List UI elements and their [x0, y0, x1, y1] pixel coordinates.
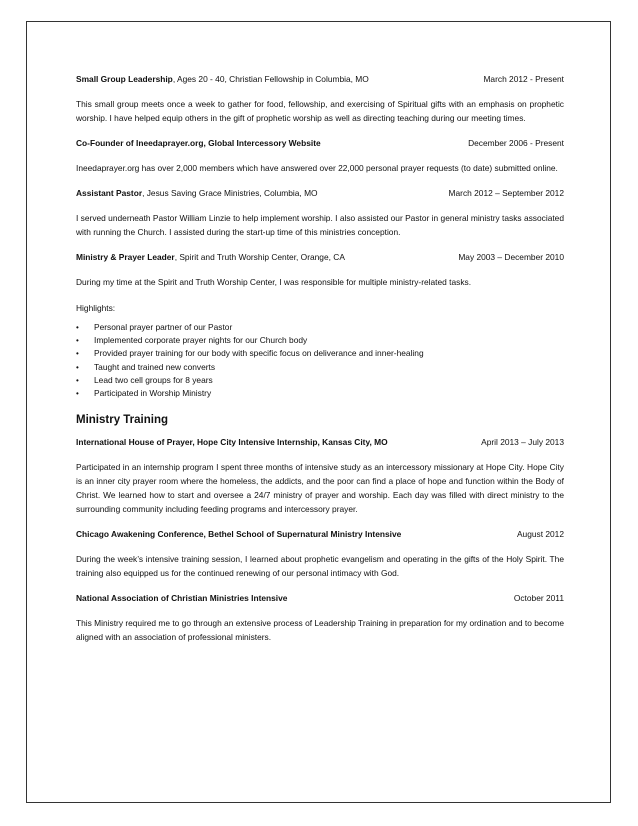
entry-description: Ineedaprayer.org has over 2,000 members which have answered over 22,000 personal prayer requests (to date) submitted online.	[76, 163, 558, 173]
entry-description: This small group meets once a week to gather for food, fellowship, and exercising of Spiritual gifts with an emphasis on prophetic worship. I have helped equip others in the gift of prophetic worship as well as directing teaching during our meeting times.	[76, 99, 564, 123]
list-item	[76, 334, 564, 347]
highlights-label: Highlights:	[76, 303, 116, 313]
entry-header	[76, 251, 564, 263]
list-item	[76, 387, 564, 400]
highlight-text: Participated in Worship Ministry	[94, 388, 212, 399]
entry-detail: , Jesus Saving Grace Ministries, Columbia, MO	[142, 188, 318, 198]
entry-date: March 2012 - Present	[483, 74, 564, 84]
entry-header	[76, 137, 564, 149]
highlight-text: Provided prayer training for our body with specific focus on deliverance and inner-healing	[94, 348, 424, 359]
highlights-list	[76, 321, 564, 400]
training-description: Participated in an internship program I spent three months of intensive study as an intercessory missionary at Hope City. Hope City is an inner city prayer room where the homeless, the addicts, and the poor can find a place of hope and function within the Body of Christ. We learned how to start and oversee a 24/7 ministry of prayer and worship. Each day was filled with direct ministry to the surrounding community including feeding programs and intercessory prayer.	[76, 462, 564, 515]
bullet-icon: •	[76, 389, 79, 399]
entry-heading	[76, 137, 321, 149]
entry-date: March 2012 – September 2012	[448, 188, 564, 198]
highlight-text: Implemented corporate prayer nights for our Church body	[94, 335, 308, 346]
training-description: This Ministry required me to go through an extensive process of Leadership Training in preparation for my ordination and to become aligned with an association of professional ministers.	[76, 618, 564, 643]
entry-title: Small Group Leadership	[76, 74, 173, 84]
list-item	[76, 361, 564, 374]
highlight-text: Lead two cell groups for 8 years	[94, 374, 213, 385]
highlight-text: Taught and trained new converts	[94, 361, 216, 372]
bullet-icon: •	[76, 375, 79, 385]
bullet-icon: •	[76, 323, 79, 332]
training-title: International House of Prayer, Hope City Intensive Internship, Kansas City, MO	[76, 437, 388, 448]
training-date: October 2011	[513, 593, 564, 604]
entry-description: During my time at the Spirit and Truth Worship Center, I was responsible for multiple ministry-related tasks.	[76, 277, 472, 287]
entry-heading	[76, 251, 345, 263]
training-title: Chicago Awakening Conference, Bethel School of Supernatural Ministry Intensive	[76, 529, 402, 540]
training-date: April 2013 – July 2013	[481, 437, 564, 448]
entry-header	[76, 187, 564, 199]
training-header	[76, 436, 564, 448]
entry-title: Assistant Pastor	[76, 188, 143, 198]
training-header	[76, 592, 564, 604]
list-item	[76, 374, 564, 387]
training-title: National Association of Christian Ministries Intensive	[76, 593, 288, 604]
highlight-text: Personal prayer partner of our Pastor	[94, 322, 233, 332]
bullet-icon: •	[76, 336, 79, 346]
bullet-icon: •	[76, 362, 79, 372]
entry-title: Co-Founder of Ineedaprayer.org, Global Intercessory Website	[76, 138, 321, 148]
entry-detail: , Spirit and Truth Worship Center, Orange, CA	[174, 252, 345, 262]
list-item	[76, 347, 564, 360]
entry-heading	[76, 73, 369, 85]
entry-description: I served underneath Pastor William Linzie to help implement worship. I also assisted our Pastor in general ministry tasks associated with running the Church. I assisted during the start-up time of this ministries conception.	[76, 213, 564, 237]
entry-detail: , Ages 20 - 40, Christian Fellowship in Columbia, MO	[172, 74, 369, 84]
training-description: During the week’s intensive training session, I learned about prophetic evangelism and operating in the gifts of the Holy Spirit. The training also equipped us for the continued renewing of our personal intimacy with God.	[76, 554, 564, 579]
entry-heading	[76, 187, 318, 199]
training-date: August 2012	[516, 529, 564, 540]
training-header	[76, 528, 564, 540]
bullet-icon: •	[76, 349, 79, 359]
list-item	[76, 321, 564, 334]
section-title: Ministry Training	[76, 414, 169, 427]
entry-header	[76, 73, 564, 85]
resume-content	[76, 73, 564, 644]
entry-date: May 2003 – December 2010	[458, 252, 564, 262]
entry-title: Ministry & Prayer Leader	[76, 252, 175, 262]
entry-date: December 2006 - Present	[468, 138, 564, 148]
